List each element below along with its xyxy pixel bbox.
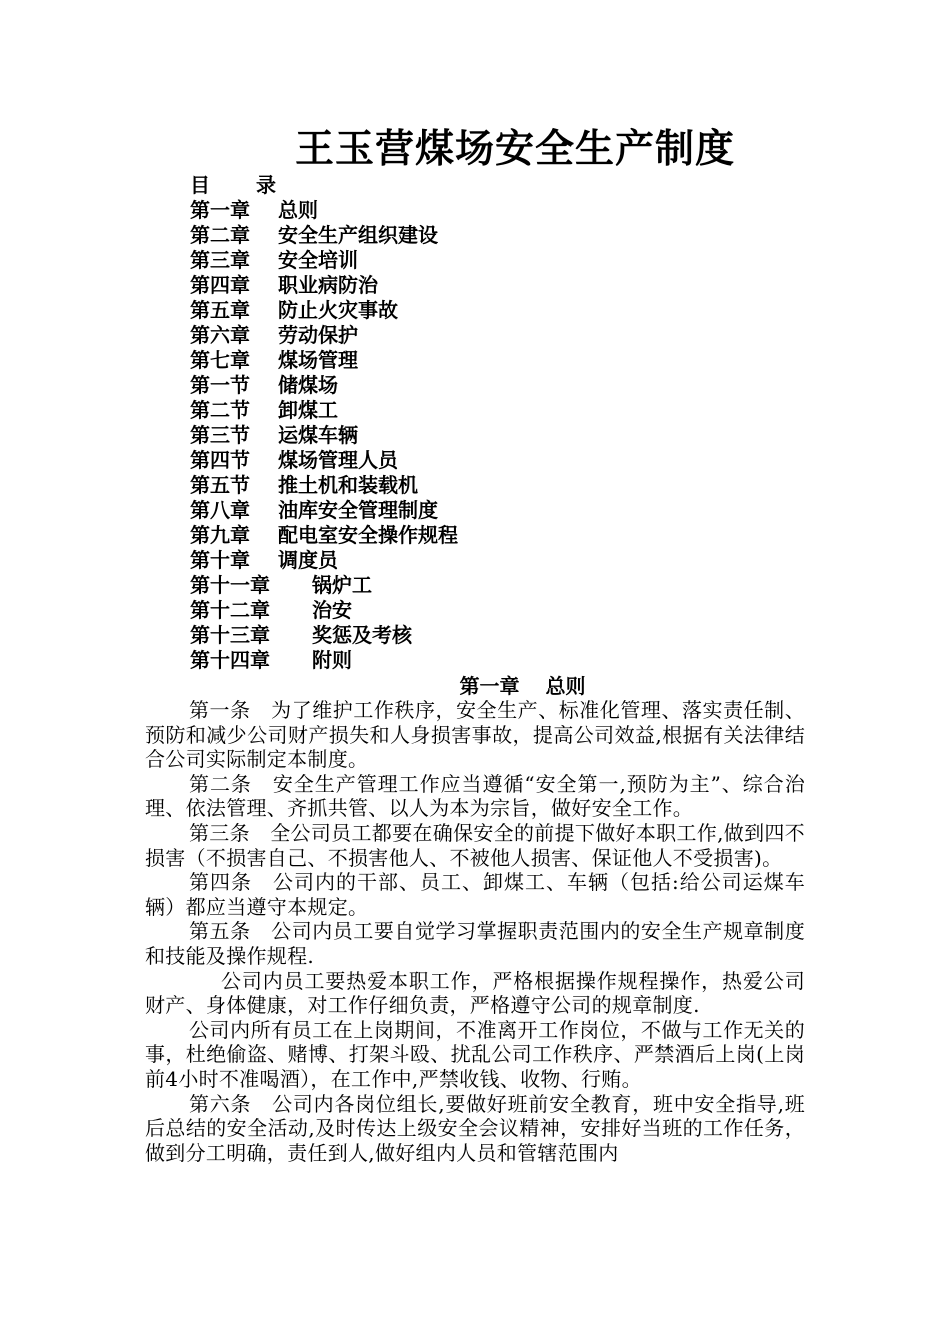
- chapter-body: [145, 698, 805, 1165]
- article-paragraph: 第二条 安全生产管理工作应当遵循“安全第一,预防为主”、综合治理、依法管理、齐抓共管、以人为本为宗旨，做好安全工作。: [145, 771, 805, 821]
- article-paragraph: 公司内所有员工在上岗期间，不准离开工作岗位，不做与工作无关的事，杜绝偷盗、赌博、打架斗殴、扰乱公司工作秩序、严禁酒后上岗(上岗前4小时不准喝酒），在工作中,严禁收钱、收物、行贿。: [145, 1017, 805, 1091]
- toc-item-label: 总则: [278, 198, 318, 222]
- toc-item-label: 煤场管理人员: [278, 448, 398, 472]
- toc-heading: [190, 173, 458, 198]
- article-paragraph: 公司内员工要热爱本职工作，严格根据操作规程操作，热爱公司财产、身体健康，对工作仔细负责，严格遵守公司的规章制度.: [145, 968, 805, 1018]
- toc-item-number: 第四章: [190, 273, 250, 297]
- toc-heading-right: 录: [256, 173, 276, 197]
- toc-item-number: 第十一章: [190, 573, 270, 597]
- chapter-heading: [0, 673, 950, 699]
- chapter-title: 总则: [545, 674, 586, 698]
- toc-item-label: 运煤车辆: [278, 423, 358, 447]
- toc-item-label: 附则: [312, 648, 352, 672]
- toc-item-number: 第九章: [190, 523, 250, 547]
- toc-item-number: 第二章: [190, 223, 250, 247]
- toc-item-number: 第六章: [190, 323, 250, 347]
- toc-item-label: 安全培训: [278, 248, 358, 272]
- toc-item: [190, 223, 458, 248]
- toc-item-number: 第三节: [190, 423, 250, 447]
- toc-item-number: 第一章: [190, 198, 250, 222]
- toc-item-label: 推土机和装载机: [278, 473, 418, 497]
- toc-item-number: 第十二章: [190, 598, 270, 622]
- toc-item-number: 第二节: [190, 398, 250, 422]
- toc-item: [190, 548, 458, 573]
- toc-item-label: 储煤场: [278, 373, 338, 397]
- article-paragraph: 第五条 公司内员工要自觉学习掌握职责范围内的安全生产规章制度和技能及操作规程.: [145, 919, 805, 968]
- toc-item-label: 防止火灾事故: [278, 298, 398, 322]
- toc-item-label: 职业病防治: [278, 273, 378, 297]
- toc-item-number: 第一节: [190, 373, 250, 397]
- toc-item-label: 锅炉工: [312, 573, 372, 597]
- toc-heading-left: 目: [190, 173, 210, 197]
- toc-item: [190, 623, 458, 648]
- toc-item-label: 治安: [312, 598, 352, 622]
- toc-item: [190, 573, 458, 598]
- toc-item-number: 第五节: [190, 473, 250, 497]
- toc-item: [190, 473, 458, 498]
- toc-item: [190, 648, 458, 673]
- toc-item-label: 卸煤工: [278, 398, 338, 422]
- toc-item: [190, 248, 458, 273]
- toc-item-label: 劳动保护: [278, 323, 358, 347]
- toc-item: [190, 398, 458, 423]
- toc-item: [190, 448, 458, 473]
- toc-item-label: 油库安全管理制度: [278, 498, 438, 522]
- toc-item: [190, 323, 458, 348]
- toc-item-label: 安全生产组织建设: [278, 223, 438, 247]
- toc-item-label: 配电室安全操作规程: [278, 523, 458, 547]
- toc-item-label: 调度员: [278, 548, 338, 572]
- article-paragraph: 第四条 公司内的干部、员工、卸煤工、车辆（包括:给公司运煤车辆）都应当遵守本规定。: [145, 870, 805, 919]
- toc-item-number: 第十章: [190, 548, 250, 572]
- toc-item: [190, 523, 458, 548]
- toc-item: [190, 348, 458, 373]
- article-paragraph: 第一条 为了维护工作秩序，安全生产、标准化管理、落实责任制、预防和减少公司财产损失和人身损害事故，提高公司效益,根据有关法律结合公司实际制定本制度。: [145, 698, 805, 772]
- article-paragraph: 第六条 公司内各岗位组长,要做好班前安全教育，班中安全指导,班后总结的安全活动,及时传达上级安全会议精神，安排好当班的工作任务，做到分工明确，责任到人,做好组内人员和管辖范围内: [145, 1091, 805, 1165]
- toc-item: [190, 298, 458, 323]
- toc-item: [190, 198, 458, 223]
- toc-item-number: 第十三章: [190, 623, 270, 647]
- toc-item-label: 奖惩及考核: [312, 623, 412, 647]
- toc-item-number: 第五章: [190, 298, 250, 322]
- table-of-contents: [190, 173, 458, 673]
- toc-item: [190, 423, 458, 448]
- toc-item: [190, 498, 458, 523]
- toc-item-label: 煤场管理: [278, 348, 358, 372]
- article-paragraph: 第三条 全公司员工都要在确保安全的前提下做好本职工作,做到四不损害（不损害自己、不损害他人、不被他人损害、保证他人不受损害)。: [145, 820, 805, 870]
- toc-item: [190, 273, 458, 298]
- toc-item: [190, 598, 458, 623]
- toc-item: [190, 373, 458, 398]
- toc-item-number: 第四节: [190, 448, 250, 472]
- toc-item-number: 第十四章: [190, 648, 270, 672]
- toc-item-number: 第八章: [190, 498, 250, 522]
- toc-item-number: 第七章: [190, 348, 250, 372]
- page-title: 王玉营煤场安全生产制度: [294, 127, 735, 172]
- toc-item-number: 第三章: [190, 248, 250, 272]
- chapter-number: 第一章: [459, 674, 520, 698]
